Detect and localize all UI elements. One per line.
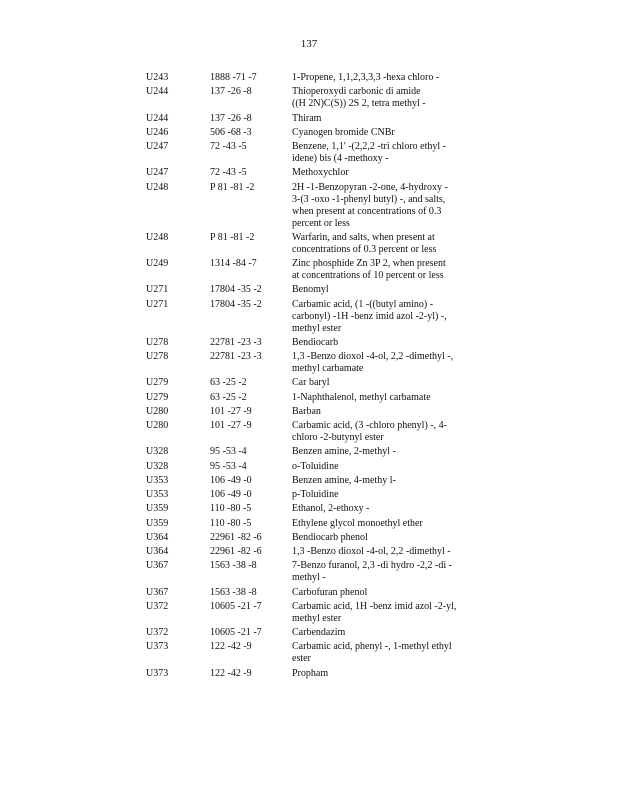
cas-number: 110 -80 -5	[210, 503, 252, 515]
table-row	[146, 601, 476, 625]
chemical-name: Thioperoxydi carbonic di amide ((H 2N)C(S)) 2S 2, tetra methyl -	[292, 86, 426, 110]
waste-code: U247	[146, 167, 169, 179]
waste-code: U372	[146, 627, 169, 638]
chemical-name: Benzene, 1,1' -(2,2,2 -tri chloro ethyl - idene) bis (4 -methoxy -	[292, 141, 446, 164]
chemical-name: Warfarin, and salts, when present at concentrations of 0.3 percent or less	[292, 231, 437, 255]
cas-number: 101 -27 -9	[210, 420, 252, 431]
chemical-name: p-Toluidine	[292, 489, 339, 500]
cas-number: 22781 -23 -3	[210, 336, 262, 348]
cas-number: 72 -43 -5	[210, 167, 247, 179]
table-row	[146, 232, 476, 256]
cas-number: 1888 -71 -7	[210, 72, 257, 83]
waste-code: U278	[146, 336, 169, 348]
chemical-name: 1-Naphthalenol, methyl carbamate	[292, 391, 431, 403]
chemical-name: 1,3 -Benzo dioxol -4-ol, 2,2 -dimethyl -	[292, 546, 451, 557]
chemical-name: 1,3 -Benzo dioxol -4-ol, 2,2 -dimethyl -, methyl carbamate	[292, 351, 454, 374]
cas-number: 63 -25 -2	[210, 391, 247, 403]
chemical-name: Carbamic acid, (1 -((butyl amino) - carbonyl) -1H -benz imid azol -2-yl) -, methyl ester	[292, 298, 447, 334]
chemical-name: o-Toluidine	[292, 460, 339, 472]
chemical-name: Zinc phosphide Zn 3P 2, when present at concentrations of 10 percent or less	[292, 258, 446, 281]
table-row	[146, 518, 476, 530]
waste-code: U248	[146, 231, 169, 243]
table-row	[146, 420, 476, 444]
table-row	[146, 406, 476, 418]
table-row	[146, 141, 476, 165]
cas-number: 22961 -82 -6	[210, 531, 262, 543]
waste-code: U244	[146, 86, 169, 98]
table-row	[146, 641, 476, 665]
cas-number: P 81 -81 -2	[210, 231, 255, 243]
table-row	[146, 627, 476, 639]
waste-code: U328	[146, 460, 169, 472]
chemical-name: Carbamic acid, phenyl -, 1-methyl ethyl ester	[292, 641, 452, 665]
waste-code: U279	[146, 391, 169, 403]
waste-code: U247	[146, 141, 169, 152]
cas-number: 137 -26 -8	[210, 86, 252, 98]
cas-number: 101 -27 -9	[210, 405, 252, 417]
table-row	[146, 182, 476, 230]
cas-number: 72 -43 -5	[210, 141, 247, 152]
table-row	[146, 560, 476, 584]
table-row	[146, 587, 476, 599]
table-row	[146, 475, 476, 487]
waste-code: U364	[146, 546, 169, 557]
table-row	[146, 668, 476, 680]
table-row	[146, 284, 476, 296]
chemical-name: 7-Benzo furanol, 2,3 -di hydro -2,2 -di - methyl -	[292, 560, 452, 584]
table-row	[146, 113, 476, 125]
cas-number: 1314 -84 -7	[210, 258, 257, 269]
waste-code: U373	[146, 641, 169, 653]
table-row	[146, 258, 476, 282]
table-row	[146, 351, 476, 375]
cas-number: 17804 -35 -2	[210, 298, 262, 310]
cas-number: 106 -49 -0	[210, 489, 252, 500]
chemical-name: Bendiocarb phenol	[292, 531, 368, 543]
chemical-name: Carbamic acid, 1H -benz imid azol -2-yl, methyl ester	[292, 600, 457, 624]
chemical-name: Benzen amine, 2-methyl -	[292, 446, 396, 458]
waste-code: U248	[146, 181, 169, 193]
cas-number: 10605 -21 -7	[210, 600, 262, 612]
waste-code: U372	[146, 600, 169, 612]
table-row	[146, 72, 476, 84]
chemical-name: Carbamic acid, (3 -chloro phenyl) -, 4- chloro -2-butynyl ester	[292, 420, 447, 443]
waste-code: U359	[146, 503, 169, 515]
waste-code: U244	[146, 112, 169, 124]
waste-code: U243	[146, 72, 169, 83]
cas-number: 17804 -35 -2	[210, 284, 262, 296]
table-row	[146, 377, 476, 389]
waste-code: U271	[146, 298, 169, 310]
waste-code: U353	[146, 489, 169, 500]
table-row	[146, 337, 476, 349]
table-row	[146, 503, 476, 515]
table-row	[146, 86, 476, 110]
waste-code: U278	[146, 351, 169, 362]
waste-code: U353	[146, 474, 169, 486]
cas-number: 506 -68 -3	[210, 126, 252, 138]
cas-number: P 81 -81 -2	[210, 181, 255, 193]
waste-code: U373	[146, 667, 169, 679]
chemical-name: Methoxychlor	[292, 167, 349, 179]
waste-code: U328	[146, 446, 169, 458]
cas-number: 137 -26 -8	[210, 112, 252, 124]
waste-code: U364	[146, 531, 169, 543]
table-row	[146, 489, 476, 501]
chemical-name: Benomyl	[292, 284, 329, 296]
waste-code: U367	[146, 586, 169, 598]
waste-code: U367	[146, 560, 169, 572]
table-row	[146, 532, 476, 544]
cas-number: 106 -49 -0	[210, 474, 252, 486]
chemical-name: 1-Propene, 1,1,2,3,3,3 -hexa chloro -	[292, 72, 440, 83]
cas-number: 22961 -82 -6	[210, 546, 262, 557]
table-row	[146, 546, 476, 558]
chemical-name: Thiram	[292, 112, 322, 124]
cas-number: 1563 -38 -8	[210, 560, 257, 572]
waste-code: U271	[146, 284, 169, 296]
cas-number: 1563 -38 -8	[210, 586, 257, 598]
cas-number: 122 -42 -9	[210, 667, 252, 679]
chemical-name: Barban	[292, 405, 321, 417]
waste-code: U246	[146, 126, 169, 138]
chemical-name: Propham	[292, 667, 329, 679]
chemical-name: 2H -1-Benzopyran -2-one, 4-hydroxy - 3-(3 -oxo -1-phenyl butyl) -, and salts, when present at concentrations of 0.3 percent or less	[292, 181, 448, 229]
table-row	[146, 446, 476, 458]
table-row	[146, 461, 476, 473]
cas-number: 110 -80 -5	[210, 517, 252, 529]
cas-number: 95 -53 -4	[210, 446, 247, 458]
cas-number: 22781 -23 -3	[210, 351, 262, 362]
chemical-name: Ethanol, 2-ethoxy -	[292, 503, 370, 515]
table-row	[146, 392, 476, 404]
waste-code: U280	[146, 420, 169, 431]
chemical-name: Carbofuran phenol	[292, 586, 368, 598]
table-row	[146, 127, 476, 139]
cas-number: 63 -25 -2	[210, 377, 247, 389]
cas-number: 122 -42 -9	[210, 641, 252, 653]
chemical-name: Bendiocarb	[292, 336, 339, 348]
waste-code: U280	[146, 405, 169, 417]
table-row	[146, 299, 476, 335]
waste-code: U359	[146, 517, 169, 529]
page-number: 137	[300, 38, 318, 50]
cas-number: 10605 -21 -7	[210, 627, 262, 638]
cas-number: 95 -53 -4	[210, 460, 247, 472]
waste-code: U249	[146, 258, 169, 269]
chemical-name: Cyanogen bromide CNBr	[292, 126, 395, 138]
waste-code: U279	[146, 377, 169, 389]
chemical-name: Ethylene glycol monoethyl ether	[292, 517, 423, 529]
hazardous-waste-table	[146, 72, 476, 682]
table-row	[146, 167, 476, 179]
chemical-name: Benzen amine, 4-methy l-	[292, 474, 396, 486]
chemical-name: Carbendazim	[292, 627, 346, 638]
chemical-name: Car baryl	[292, 377, 330, 389]
